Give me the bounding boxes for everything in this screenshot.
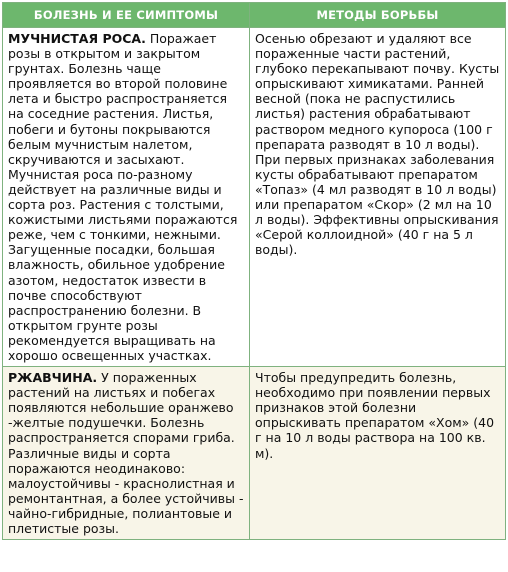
symptoms-text: У пораженных растений на листьях и побегах появляются небольшие оранжево -желтые подушечки. Болезнь распространяется спорами гриба. Различные виды и сорта поражаются неодинаково: малоустойчивы - краснолистная и ремонтантная, а более устойчивы - чайно-гибридные, полиантовые и плетистые розы. xyxy=(8,370,244,536)
table-header-row xyxy=(3,3,506,28)
methods-cell xyxy=(250,28,506,367)
disease-name: РЖАВЧИНА. xyxy=(8,370,98,386)
symptoms-cell xyxy=(3,367,250,540)
column-header-methods: МЕТОДЫ БОРЬБЫ xyxy=(250,3,506,28)
methods-text: Чтобы предупредить болезнь, необходимо при появлении первых признаков этой болезни опрыскивать препаратом «Хом» (40 г на 10 л воды раствора на 100 кв. м). xyxy=(255,370,495,461)
methods-text: Осенью обрезают и удаляют все пораженные части растений, глубоко перекапывают почву. Кусты опрыскивают химикатами. Ранней весной (пока не распустились листья) растения обрабатывают раствором медного купороса (100 г препарата разводят в 10 л воды). При первых признаках заболевания кусты обрабатывают препаратом «Топаз» (4 мл разводят в 10 л воды) или препаратом «Скор» (2 мл на 10 л воды). Эффективны опрыскивания «Серой коллоидной» (40 г на 5 л воды). xyxy=(255,31,500,258)
table-row xyxy=(3,28,506,367)
methods-cell xyxy=(250,367,506,540)
symptoms-text: Поражает розы в открытом и закрытом грунтах. Болезнь чаще проявляется во второй половине лета и быстро распространяется на соседние растения. Листья, побеги и бутоны покрываются белым мучнистым налетом, скручиваются и засыхают. Мучнистая роса по-разному действует на различные виды и сорта роз. Растения с толстыми, кожистыми листьями поражаются реже, чем с тонкими, нежными. Загущенные посадки, большая влажность, обильное удобрение азотом, недостаток извести в почве способствуют распространению болезни. В открытом грунте розы рекомендуется выращивать на хорошо освещенных участках. xyxy=(8,31,238,363)
table-row xyxy=(3,367,506,540)
disease-name: МУЧНИСТАЯ РОСА. xyxy=(8,31,146,46)
column-header-disease: БОЛЕЗНЬ И ЕЕ СИМПТОМЫ xyxy=(3,3,250,28)
disease-table xyxy=(2,2,506,540)
symptoms-cell xyxy=(3,28,250,367)
